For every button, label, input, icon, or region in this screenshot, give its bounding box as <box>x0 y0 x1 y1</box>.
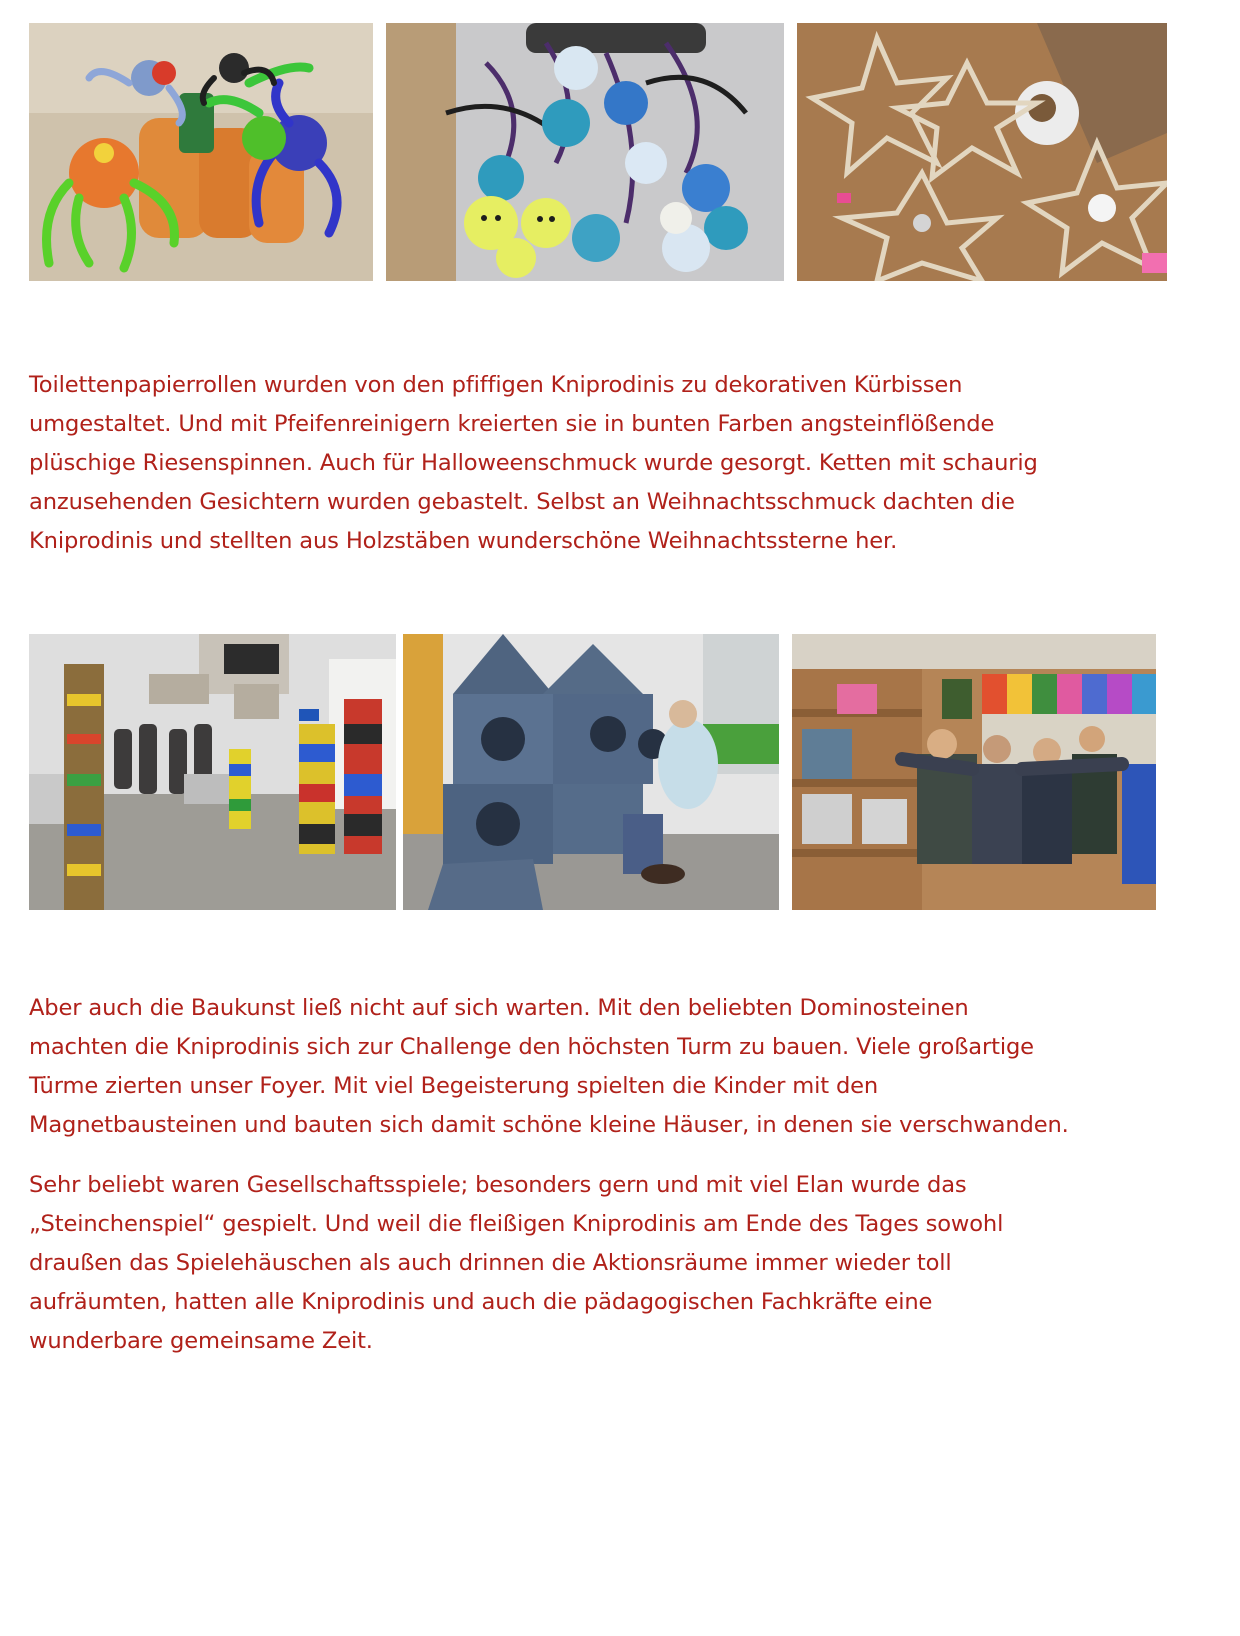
text-line: draußen das Spielehäuschen als auch drinnen die Aktionsräume immer wieder toll <box>29 1250 952 1276</box>
photo-magnet-block-houses <box>403 634 779 910</box>
photo-domino-towers <box>29 634 396 910</box>
paragraph-crafts <box>29 366 1214 561</box>
paragraph-games <box>29 1166 1214 1361</box>
text-line: Aber auch die Baukunst ließ nicht auf sich warten. Mit den beliebten Dominosteinen <box>29 995 969 1021</box>
text-line: Sehr beliebt waren Gesellschaftsspiele; besonders gern und mit viel Elan wurde das <box>29 1172 967 1198</box>
text-line: aufräumten, hatten alle Kniprodinis und auch die pädagogischen Fachkräfte eine <box>29 1289 933 1315</box>
photo-wooden-stick-stars <box>797 23 1167 281</box>
text-line: machten die Kniprodinis sich zur Challenge den höchsten Turm zu bauen. Viele großartige <box>29 1034 1034 1060</box>
paragraph-building <box>29 989 1214 1145</box>
photo-halloween-necklaces <box>386 23 784 281</box>
text-line: Kniprodinis und stellten aus Holzstäben wunderschöne Weihnachtssterne her. <box>29 528 898 554</box>
text-line: anzusehenden Gesichtern wurden gebastelt. Selbst an Weihnachtsschmuck dachten die <box>29 489 1015 515</box>
text-line: Türme zierten unser Foyer. Mit viel Begeisterung spielten die Kinder mit den <box>29 1073 879 1099</box>
photo-pumpkins-and-spiders <box>29 23 373 281</box>
text-line: „Steinchenspiel“ gespielt. Und weil die fleißigen Kniprodinis am Ende des Tages sowohl <box>29 1211 1004 1237</box>
text-line: Toilettenpapierrollen wurden von den pfiffigen Kniprodinis zu dekorativen Kürbissen <box>29 372 963 398</box>
photo-play-hut <box>792 634 1156 910</box>
text-line: umgestaltet. Und mit Pfeifenreinigern kreierten sie in bunten Farben angsteinflößende <box>29 411 995 437</box>
text-line: plüschige Riesenspinnen. Auch für Halloweenschmuck wurde gesorgt. Ketten mit schaurig <box>29 450 1038 476</box>
text-line: wunderbare gemeinsame Zeit. <box>29 1328 373 1354</box>
text-line: Magnetbausteinen und bauten sich damit schöne kleine Häuser, in denen sie verschwanden. <box>29 1112 1069 1138</box>
